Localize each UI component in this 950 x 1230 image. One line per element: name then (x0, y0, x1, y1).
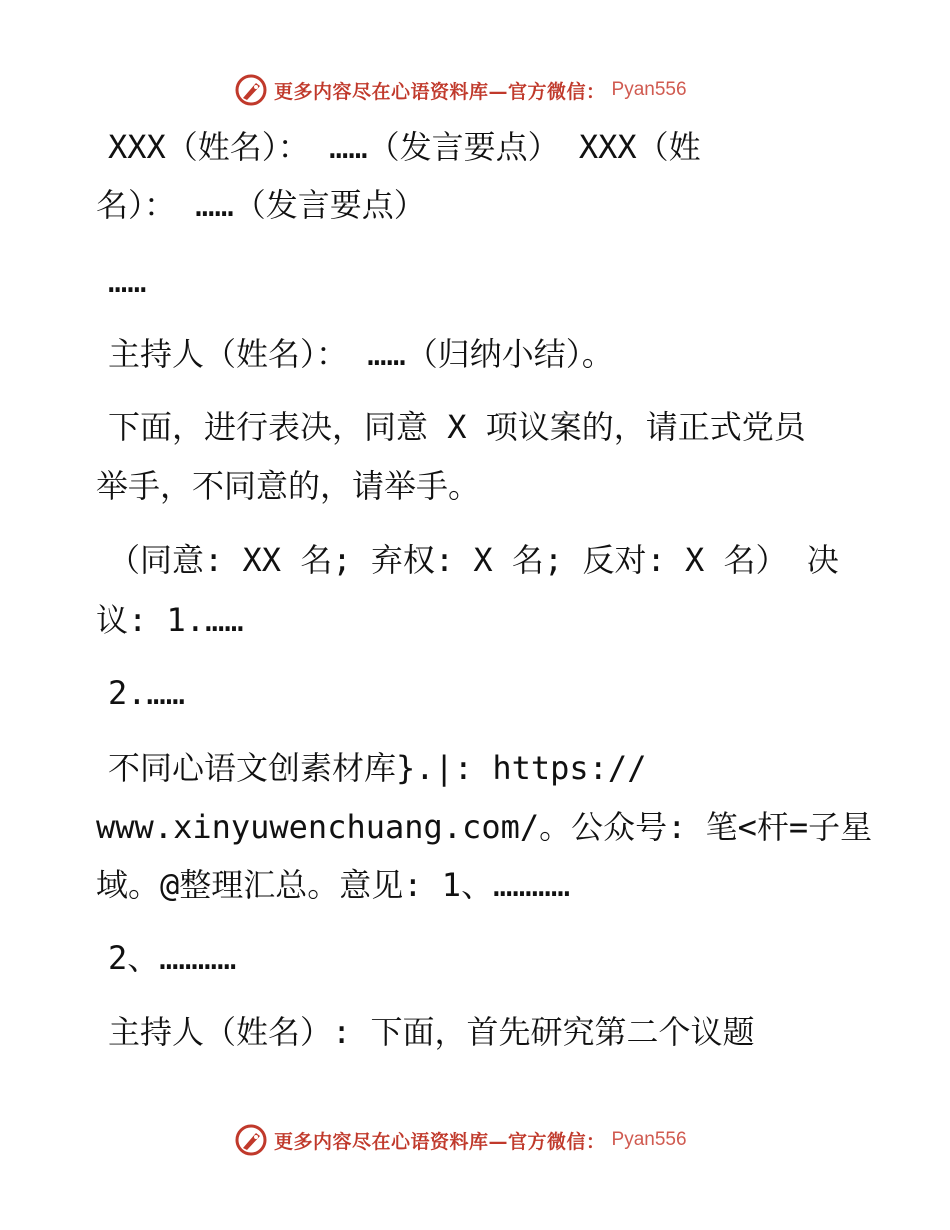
text-line: 名）： ……（发言要点） (96, 186, 426, 224)
text-line: （同意: XX 名; 弃权: X 名; 反对: X 名） 决 (108, 541, 839, 579)
text-line: 域。@整理汇总。意见: 1、………… (96, 866, 571, 904)
text-line: 主持人（姓名）: 下面，首先研究第二个议题 (108, 1013, 755, 1051)
text-line: 举手，不同意的，请举手。 (96, 467, 481, 505)
text-line: XXX（姓名）： ……（发言要点） XXX（姓 (108, 128, 701, 166)
bottom-banner (234, 1122, 687, 1158)
text-line: 下面，进行表决，同意 X 项议案的，请正式党员 (108, 408, 806, 446)
text-line: 2、………… (108, 939, 237, 977)
text-line: 不同心语文创素材库}.|: https:// (108, 749, 647, 787)
text-line: 2.…… (108, 674, 186, 712)
pen-logo-icon (234, 1123, 268, 1157)
text-line: www.xinyuwenchuang.com/。公众号: 笔<杆=子星 (96, 808, 873, 846)
banner-text: 更多内容尽在心语资料库—官方微信： (274, 1130, 606, 1153)
banner-text: 更多内容尽在心语资料库—官方微信： (274, 80, 606, 103)
banner-wechat-id: Pyan556 (611, 1129, 687, 1150)
banner-wechat-id: Pyan556 (611, 79, 687, 100)
text-line: 主持人（姓名）： ……（归纳小结）。 (108, 335, 614, 373)
text-line: 议: 1.…… (96, 601, 244, 639)
text-line: …… (108, 262, 147, 300)
